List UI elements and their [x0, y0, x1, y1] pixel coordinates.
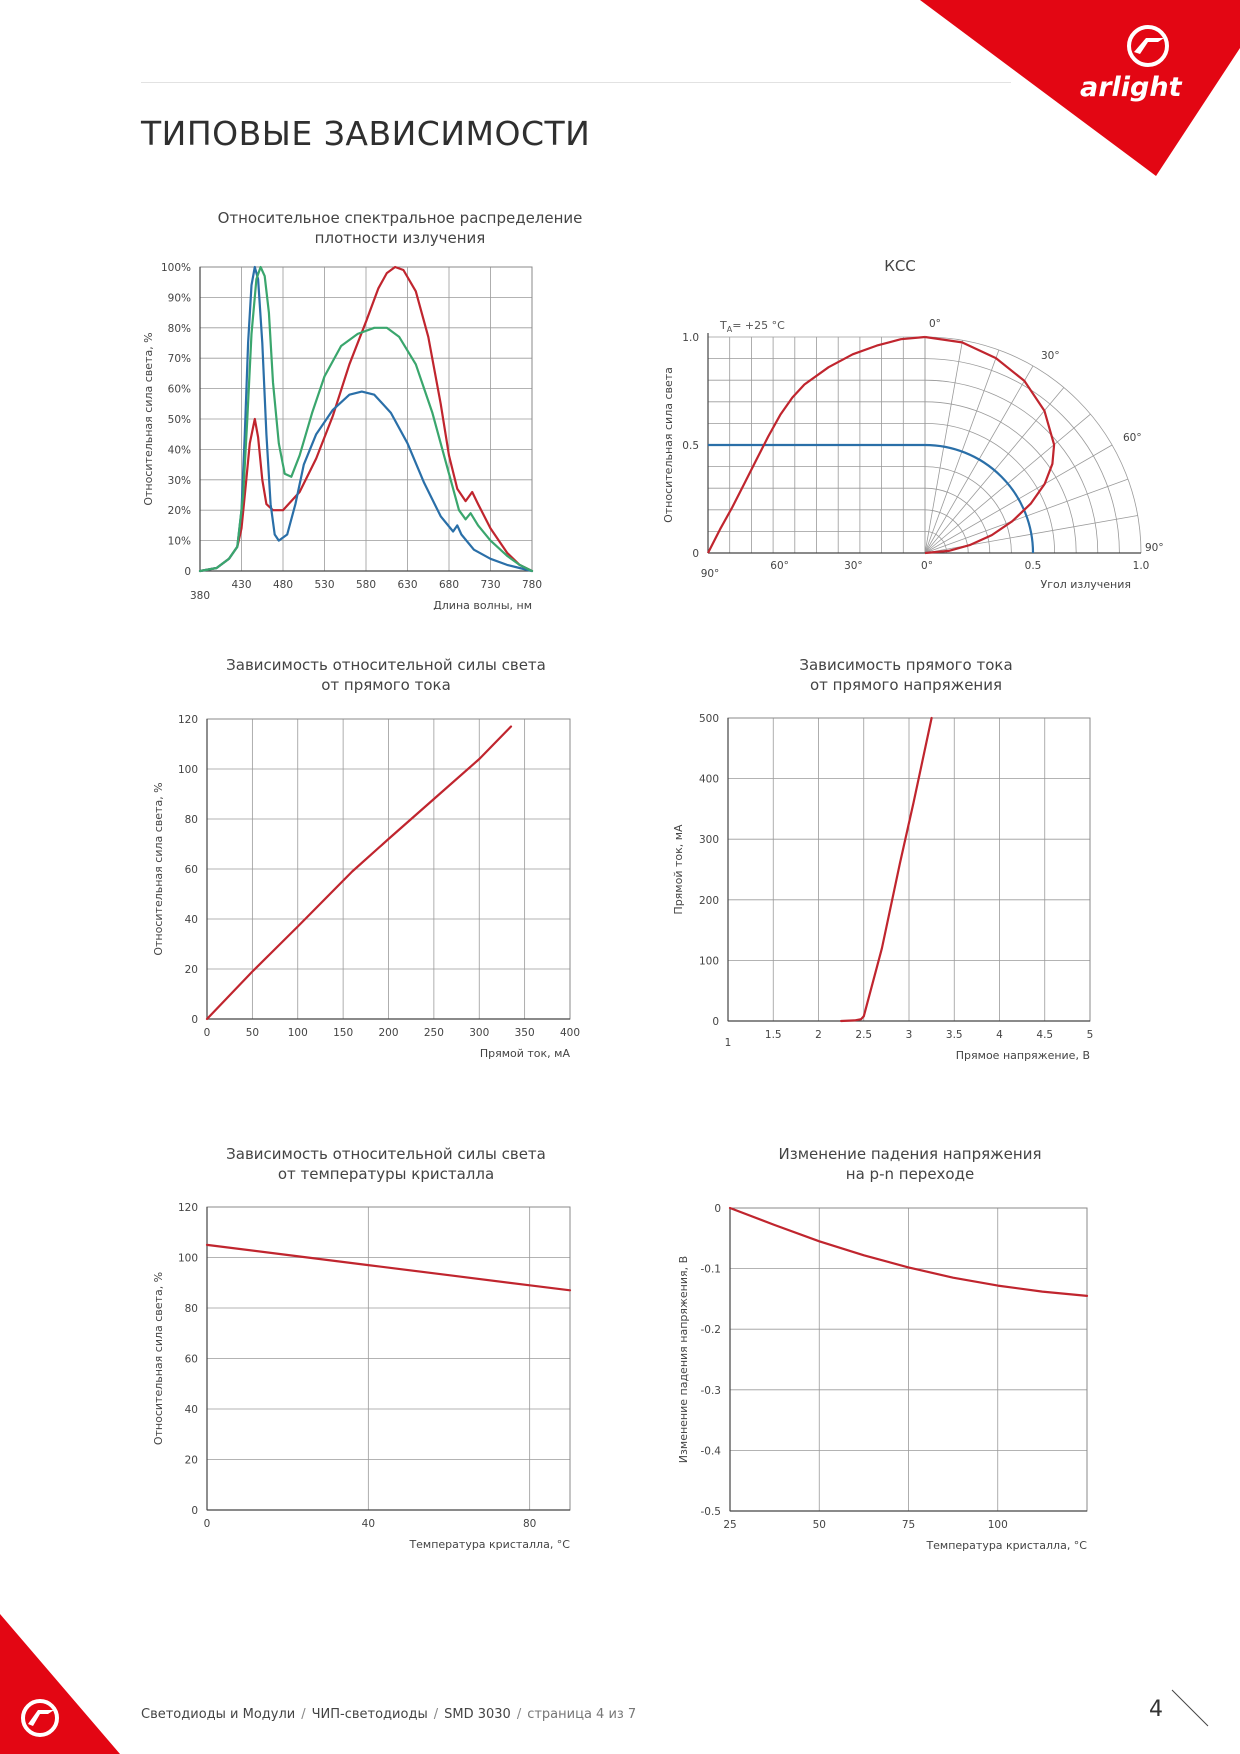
x-tick-label: 630	[397, 579, 418, 591]
voltage-title-line-1: Зависимость прямого тока	[799, 656, 1013, 674]
y-tick-label: 400	[698, 773, 719, 786]
x-tick-label: 100	[987, 1519, 1008, 1531]
x-tick-label: 780	[521, 579, 543, 591]
x-tick-label: 2	[815, 1029, 822, 1041]
voltage-title-line-2: от прямого напряжения	[809, 676, 1003, 694]
y-tick-label: 80%	[167, 322, 191, 335]
angle-tick-label: 90°	[700, 568, 720, 580]
kss-note-sub: A	[726, 325, 733, 335]
y-tick-label: 300	[698, 834, 719, 847]
y-tick-label: 100	[177, 764, 198, 776]
x-tick-label: 50	[812, 1519, 826, 1531]
x-tick-label: 3.5	[945, 1029, 963, 1041]
footer-breadcrumb	[141, 1707, 636, 1722]
y-axis-title: Относительная сила света, %	[142, 332, 155, 506]
x-tick-label: 730	[480, 579, 501, 591]
polar-angle-label: 30°	[1041, 350, 1060, 363]
x-tick-label: 380	[189, 590, 211, 602]
y-tick-label: 40	[184, 1404, 198, 1416]
x-tick-label: 300	[469, 1027, 490, 1039]
pn-title-line-1: Изменение падения напряжения	[778, 1145, 1042, 1163]
y-tick-label: 60	[184, 1353, 198, 1366]
kss-chart	[660, 300, 1180, 610]
spectrum-title-line-2: плотности излучения	[314, 229, 486, 247]
x-tick-label: 3	[905, 1029, 913, 1041]
page-number: 4	[1149, 1697, 1163, 1722]
x-tick-label: 100	[287, 1027, 308, 1039]
y-tick-label: 60	[184, 864, 198, 876]
y-tick-label: 50%	[167, 414, 191, 426]
temperature-chart-title	[166, 1144, 606, 1184]
y-tick-label: 70%	[167, 353, 191, 366]
x-tick-label: 80	[522, 1518, 537, 1530]
angle-tick-label: 60°	[770, 560, 789, 572]
y-tick-label: 0	[714, 1203, 721, 1215]
pn-title-line-2: на p-n переходе	[845, 1165, 975, 1183]
x-tick-label: 40	[361, 1518, 376, 1530]
y-tick-label: 60%	[167, 383, 191, 396]
series-line	[207, 1245, 570, 1290]
y-tick-label: 0	[692, 548, 699, 560]
x-tick-label: 5	[1086, 1029, 1094, 1041]
x-tick-label: 50	[245, 1027, 260, 1039]
y-tick-label: 20	[184, 964, 198, 976]
x-tick-label: 2.5	[855, 1029, 873, 1041]
y-tick-label: 0	[712, 1016, 719, 1028]
pn-chart	[675, 1190, 1100, 1560]
y-tick-label: -0.2	[700, 1324, 721, 1337]
current-chart-title	[166, 655, 606, 695]
kss-note-rest: = +25 °C	[732, 319, 785, 332]
voltage-chart-title	[686, 655, 1126, 695]
y-tick-label: 40%	[167, 444, 191, 457]
spectrum-title-line-1: Относительное спектральное распределение	[217, 209, 583, 227]
series-line	[841, 718, 932, 1021]
y-tick-label: 40	[184, 914, 198, 926]
current-title-line-1: Зависимость относительной силы света	[226, 656, 546, 674]
y-tick-label: -0.3	[700, 1384, 721, 1397]
kss-temperature-note	[720, 319, 785, 334]
breadcrumb-item-3[interactable]: SMD 3030	[444, 1707, 511, 1722]
polar-angle-label: 90°	[1145, 542, 1164, 554]
x-tick-label: 25	[723, 1519, 737, 1531]
y-tick-label: 10%	[167, 535, 191, 548]
y-tick-label: 500	[698, 713, 719, 725]
x-tick-label: 4.5	[1036, 1029, 1054, 1041]
page-title: ТИПОВЫЕ ЗАВИСИМОСТИ	[141, 114, 591, 153]
kss-note-t: T	[720, 319, 727, 332]
x-axis-title: Температура кристалла, °C	[409, 1538, 570, 1551]
breadcrumb-separator: /	[433, 1707, 439, 1722]
breadcrumb-separator: /	[516, 1707, 522, 1722]
y-tick-label: 30%	[167, 474, 191, 487]
current-chart	[150, 700, 590, 1070]
spectrum-chart-title	[180, 208, 620, 248]
x-tick-label: 530	[314, 579, 335, 591]
temperature-chart	[150, 1190, 590, 1560]
temperature-title-line-1: Зависимость относительной силы света	[226, 1145, 546, 1163]
kss-chart-title	[780, 256, 1020, 276]
header-divider	[141, 82, 1011, 83]
y-tick-label: 1.0	[682, 332, 699, 344]
x-tick-label: 1.5	[764, 1029, 782, 1041]
x-tick-label: 0	[203, 1027, 211, 1039]
x-tick-label: 200	[378, 1027, 399, 1039]
x-tick-label: 580	[355, 579, 377, 591]
polar-angle-label: 60°	[1122, 432, 1142, 444]
x-tick-label: 350	[514, 1027, 535, 1039]
x-axis-title: Температура кристалла, °C	[926, 1539, 1087, 1552]
x-tick-label: 430	[231, 579, 252, 591]
x-tick-label: 150	[333, 1027, 354, 1039]
y-tick-label: 90%	[167, 292, 191, 305]
brand-corner	[920, 0, 1240, 176]
x-axis-title: Прямой ток, мА	[479, 1047, 570, 1060]
y-tick-label: 0	[191, 1505, 198, 1517]
y-tick-label: 80	[184, 814, 198, 826]
x-tick-label: 400	[559, 1027, 581, 1039]
x-tick-label: 680	[438, 579, 460, 591]
y-tick-label: 80	[184, 1303, 198, 1315]
voltage-chart	[670, 700, 1100, 1070]
y-tick-label: -0.1	[700, 1263, 721, 1276]
x-tick-label: 75	[901, 1519, 916, 1531]
y-tick-label: 100%	[160, 262, 191, 274]
kss-title: КСС	[884, 257, 916, 275]
spectrum-chart	[140, 250, 620, 610]
y-axis-title: Изменение падения напряжения, В	[677, 1255, 690, 1464]
x-tick-label: 250	[423, 1027, 444, 1039]
breadcrumb-separator: /	[301, 1707, 306, 1722]
y-tick-label: -0.4	[700, 1445, 721, 1458]
breadcrumb-item-1[interactable]: Светодиоды и Модули	[141, 1707, 296, 1722]
temperature-title-line-2: от температуры кристалла	[277, 1165, 495, 1183]
y-tick-label: -0.5	[700, 1506, 721, 1518]
y-axis-title: Прямой ток, мА	[672, 824, 685, 915]
logo-text: arlight	[1080, 72, 1182, 103]
y-axis-title: Относительная сила света, %	[152, 782, 165, 956]
brand-corner-bottom	[0, 1614, 120, 1754]
page-corner-slash	[1170, 1688, 1210, 1732]
y-tick-label: 100	[698, 955, 719, 968]
x-tick-label: 0	[203, 1518, 211, 1530]
x-axis-title: Прямое напряжение, В	[955, 1049, 1090, 1062]
angle-tick-label: 0°	[921, 560, 933, 572]
y-axis-title: Относительная сила света, %	[152, 1271, 165, 1446]
x-tick-label: 1	[724, 1037, 732, 1049]
y-tick-label: 20%	[167, 505, 191, 518]
radius-tick-label: 1.0	[1132, 560, 1150, 572]
y-tick-label: 200	[698, 894, 719, 907]
x-tick-label: 4	[996, 1029, 1003, 1041]
y-tick-label: 20	[184, 1454, 198, 1467]
pn-chart-title	[690, 1144, 1130, 1184]
current-title-line-2: от прямого тока	[321, 676, 451, 694]
y-tick-label: 0	[184, 566, 191, 578]
x-axis-title: Длина волны, нм	[433, 599, 532, 610]
y-tick-label: 120	[177, 1202, 198, 1214]
page-counter: страница 4 из 7	[527, 1707, 637, 1722]
x-tick-label: 480	[272, 579, 294, 591]
y-tick-label: 0	[191, 1014, 198, 1026]
breadcrumb-item-2[interactable]: ЧИП-светодиоды	[311, 1707, 428, 1722]
y-tick-label: 100	[177, 1252, 198, 1265]
y-tick-label: 0.5	[682, 440, 699, 452]
radius-tick-label: 0.5	[1024, 560, 1042, 572]
polar-angle-label: 0°	[929, 318, 941, 330]
y-tick-label: 120	[177, 714, 198, 726]
y-axis-title: Относительная сила света	[662, 367, 675, 523]
angle-tick-label: 30°	[844, 560, 863, 572]
x-axis-title: Угол излучения	[1040, 578, 1131, 591]
